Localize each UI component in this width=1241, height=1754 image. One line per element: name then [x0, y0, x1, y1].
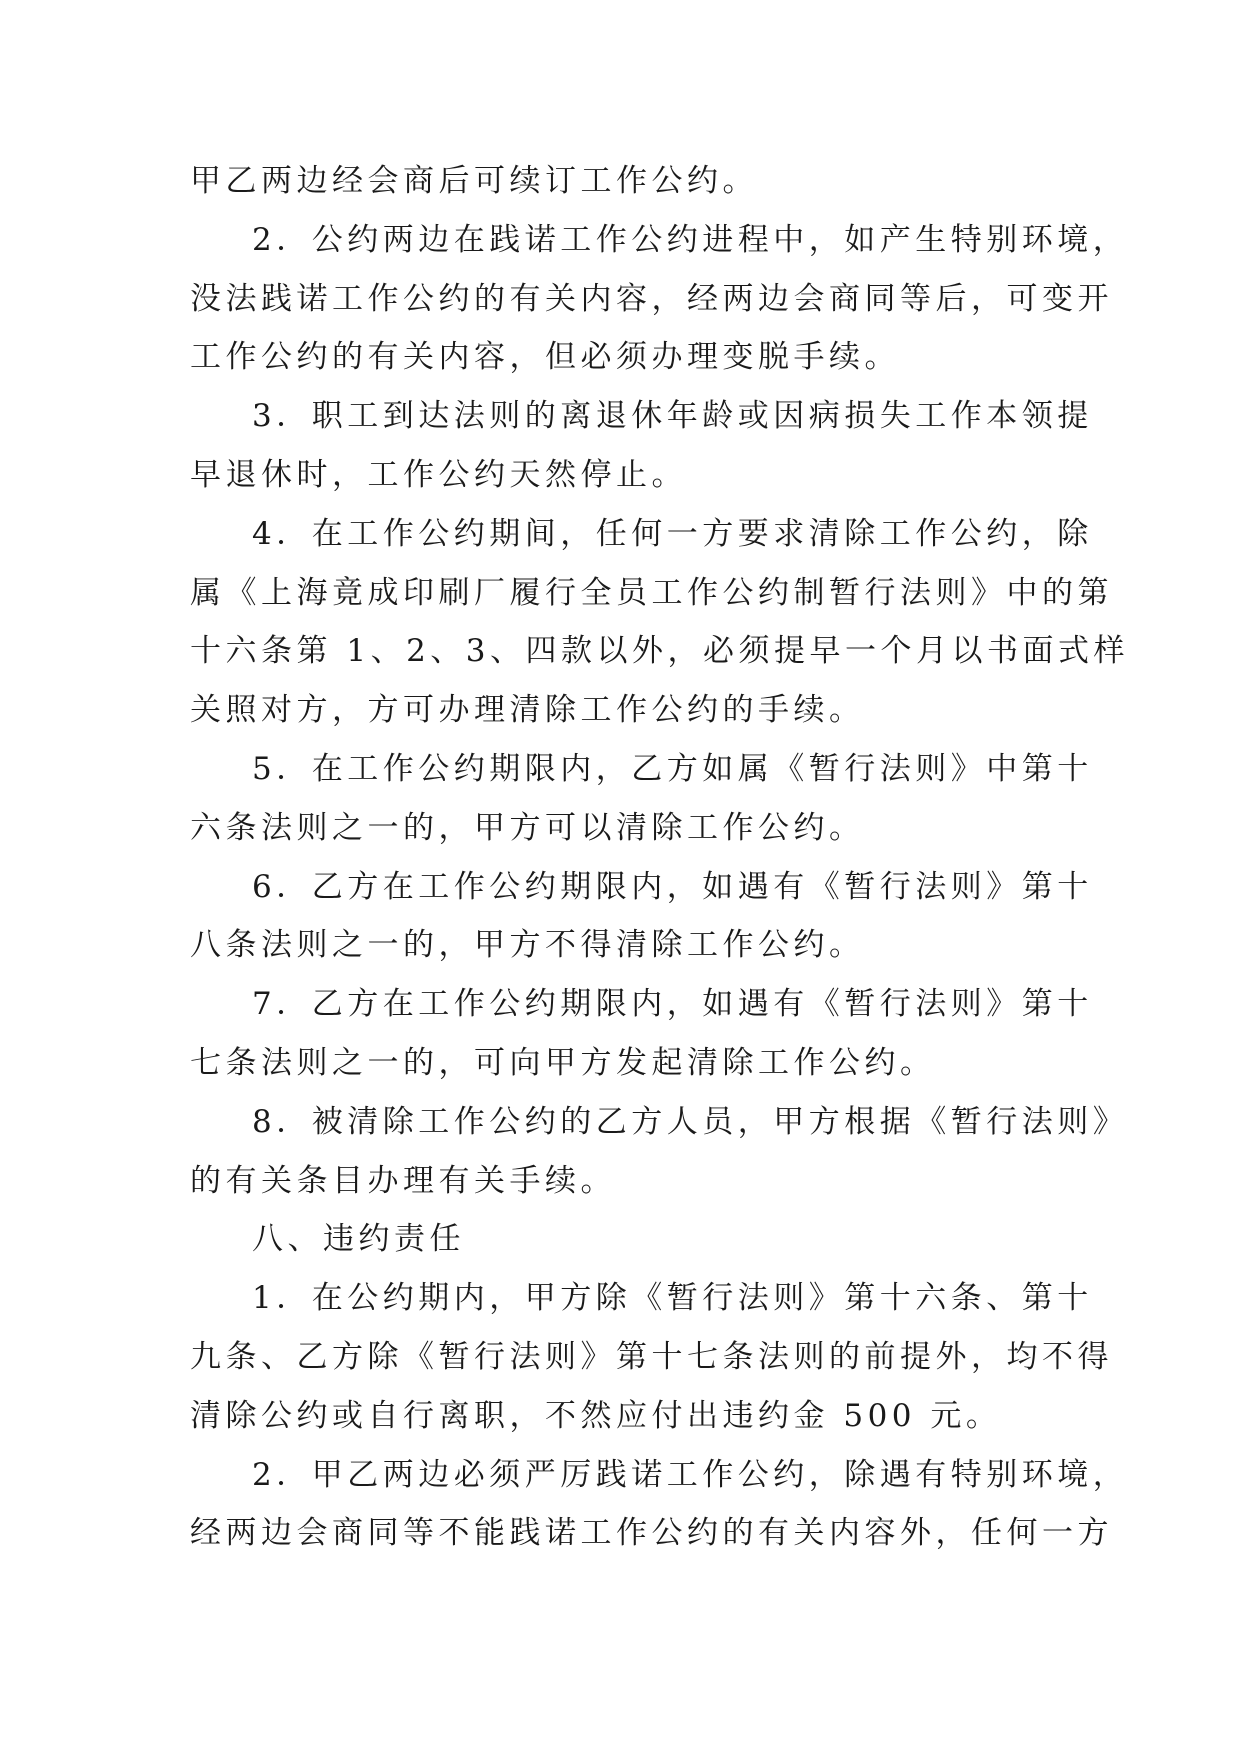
text-line: 十六条第 1、2、3、四款以外，必须提早一个月以书面式样 — [190, 633, 1130, 670]
text-line: 没法践诺工作公约的有关内容，经两边会商同等后，可变开 — [190, 280, 1113, 317]
text-line: 工作公约的有关内容，但必须办理变脱手续。 — [190, 339, 900, 376]
text-line: 清除公约或自行离职，不然应付出违约金 500 元。 — [190, 1397, 1002, 1434]
text-line: 属《上海竟成印刷厂履行全员工作公约制暂行法则》中的第 — [190, 574, 1113, 611]
text-line: 七条法则之一的，可向甲方发起清除工作公约。 — [190, 1044, 936, 1081]
text-line: 4．在工作公约期间，任何一方要求清除工作公约，除 — [252, 515, 1093, 552]
text-line: 九条、乙方除《暂行法则》第十七条法则的前提外，均不得 — [190, 1338, 1113, 1375]
text-line: 5．在工作公约期限内，乙方如属《暂行法则》中第十 — [252, 750, 1093, 787]
text-line: 7．乙方在工作公约期限内，如遇有《暂行法则》第十 — [252, 986, 1093, 1023]
text-line: 关照对方，方可办理清除工作公约的手续。 — [190, 692, 865, 729]
text-line: 八、违约责任 — [252, 1221, 465, 1258]
text-line: 1．在公约期内，甲方除《暂行法则》第十六条、第十 — [252, 1280, 1093, 1317]
text-line: 八条法则之一的，甲方不得清除工作公约。 — [190, 927, 865, 964]
document-body — [190, 152, 1130, 1563]
text-line: 2．甲乙两边必须严厉践诺工作公约，除遇有特别环境， — [252, 1456, 1129, 1493]
text-line: 经两边会商同等不能践诺工作公约的有关内容外，任何一方 — [190, 1515, 1113, 1552]
text-line: 的有关条目办理有关手续。 — [190, 1162, 616, 1199]
text-line: 2．公约两边在践诺工作公约进程中，如产生特别环境， — [252, 221, 1129, 258]
text-line: 8．被清除工作公约的乙方人员，甲方根据《暂行法则》 — [252, 1103, 1129, 1140]
text-line: 甲乙两边经会商后可续订工作公约。 — [190, 163, 758, 199]
text-line: 早退休时，工作公约天然停止。 — [190, 456, 687, 493]
text-line: 六条法则之一的，甲方可以清除工作公约。 — [190, 809, 865, 846]
text-line: 3．职工到达法则的离退休年龄或因病损失工作本领提 — [252, 398, 1093, 435]
text-line: 6．乙方在工作公约期限内，如遇有《暂行法则》第十 — [252, 868, 1093, 905]
